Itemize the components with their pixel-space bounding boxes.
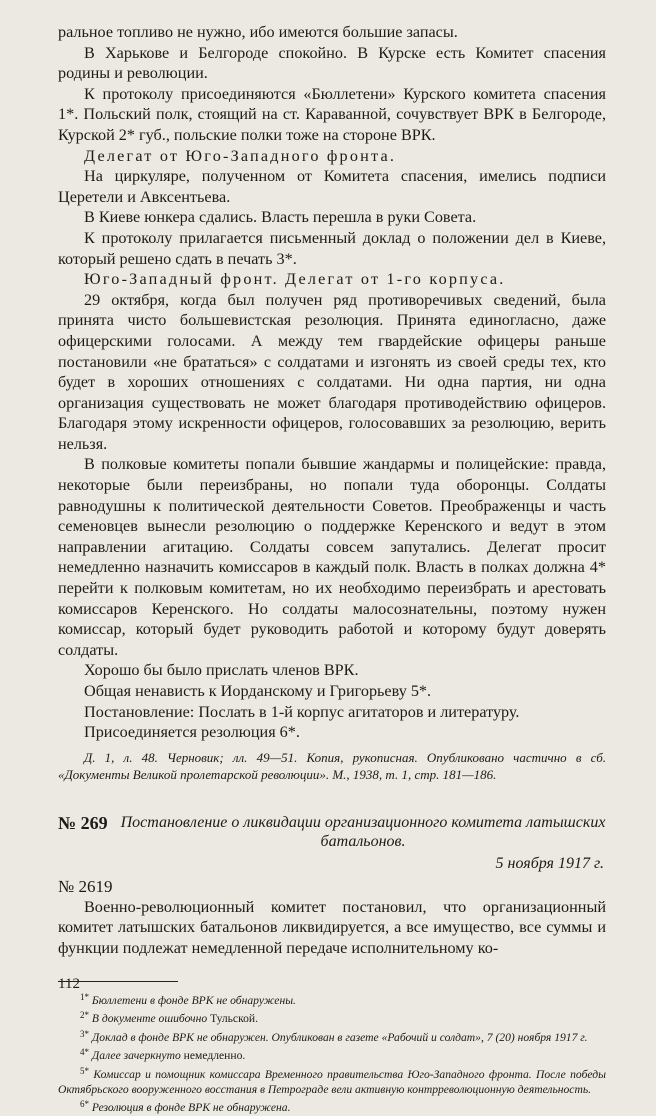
footnote <box>58 1027 606 1046</box>
footnote <box>58 1064 606 1097</box>
footnote-mark: 5* <box>80 1065 89 1076</box>
footnote-mark: 2* <box>80 1010 89 1021</box>
document-date: 5 ноября 1917 г. <box>495 854 604 872</box>
footnote <box>58 1097 606 1116</box>
body-paragraph: Присоединяется резолюция 6*. <box>84 723 300 742</box>
footnote-text: Комиссар и помощник комиссара Временного правительства Юго-Западного фронта. После победы Октябрьского вооруженного восстания в Петрограде вели активную контрреволюционную деятельность. <box>58 1067 606 1096</box>
speaker-heading: Делегат от Юго-Западного фронта. <box>84 146 397 165</box>
footnote-text: В документе ошибочно <box>91 1012 208 1026</box>
source-note: Д. 1, л. 48. Черновик; лл. 49—51. Копия, рукописная. Опубликовано частично в сб. «Документы Великой пролетарской революции». М., 1938, т. 1, стр. 181—186. <box>58 749 606 782</box>
footnote-mark: 4* <box>80 1047 89 1058</box>
footnote-mark: 1* <box>80 991 89 1002</box>
footnote <box>58 1045 606 1064</box>
body-paragraph: В Харькове и Белгороде спокойно. В Курске есть Комитет спасения родины и революции. <box>58 43 606 83</box>
body-paragraph: Общая ненависть к Иорданскому и Григорьеву 5*. <box>84 682 432 700</box>
footnote <box>58 1008 606 1027</box>
footnote-text: Далее зачеркнуто <box>91 1049 181 1063</box>
footnote-mark: 3* <box>80 1028 89 1039</box>
footnote-mark: 6* <box>80 1099 89 1110</box>
body-paragraph: К протоколу присоединяются «Бюллетени» Курского комитета спасения 1*. Польский полк, стоящий на ст. Караванной, сочувствует ВРК в Белгороде, Курской 2* губ., польские полки тоже на стороне ВРК. <box>58 84 606 144</box>
footnote-quote: Тульской. <box>210 1012 259 1026</box>
footnote <box>58 990 606 1009</box>
speaker-heading: Юго-Западный фронт. Делегат от 1-го корпуса. <box>84 270 506 289</box>
document-text: Военно-революционный комитет постановил, что организационный комитет латышских батальонов ликвидируется, а все имущество, все суммы и функции подлежат немедленной передаче исполнительному ко- <box>58 897 606 957</box>
body-paragraph: В полковые комитеты попали бывшие жандармы и полицейские: правда, некоторые были переизбраны, но попали туда оборонцы. Солдаты равнодушны к политической деятельности Советов. Преображенцы и часть семеновцев вынесли резолюцию о поддержке Керенского и ведут в этом направлении агитацию. Солдаты совсем запутались. Делегат просит немедленно назначить комиссаров в каждый полк. Власть в полках должна 4* перейти к полковым комитетам, но их необходимо переизбрать и арестовать комиссаров Керенского. Но солдаты малосознательны, поэтому нужен комиссар, который будет руководить работой и которому будут доверять солдаты. <box>58 455 606 659</box>
resolution-paragraph: Постановление: Послать в 1-й корпус агитаторов и литературу. <box>84 702 520 721</box>
body-paragraph: В Киеве юнкера сдались. Власть перешла в руки Совета. <box>84 208 477 227</box>
body-paragraph: 29 октября, когда был получен ряд противоречивых сведений, была принята чисто большевистская резолюция. Принята единогласно, даже офицерскими голосами. А между тем гвардейские офицеры раньше постановили «не брататься» с солдатами и изгонять из своей среды тех, кто будет в хороших отношениях с солдатами. Ни одна партия, ни одна организация существовать не может благодаря противодействию офицеров. Благодаря этому искренности офицеров, голосовавших за резолюцию, верить нельзя. <box>58 290 606 453</box>
body-paragraph: На циркуляре, полученном от Комитета спасения, имелись подписи Церетели и Авксентьева. <box>58 167 606 206</box>
document-number: № 269 <box>58 812 108 833</box>
document-title: Постановление о ликвидации организационного комитета латышских батальонов. <box>120 813 606 850</box>
document-header <box>58 813 606 851</box>
page-body <box>58 22 606 1116</box>
body-paragraph: К протоколу прилагается письменный доклад о положении дел в Киеве, который решено сдать в печать 3*. <box>58 228 606 268</box>
footnote-text: Доклад в фонде ВРК не обнаружен. Опубликован в газете «Рабочий и солдат», 7 (20) ноября 1917 г. <box>91 1030 588 1044</box>
body-paragraph: ральное топливо не нужно, ибо имеются большие запасы. <box>58 23 458 41</box>
footnote-text: Бюллетени в фонде ВРК не обнаружены. <box>91 993 296 1007</box>
footnote-quote: немедленно. <box>183 1049 246 1063</box>
page-number: 112 <box>58 976 80 992</box>
body-paragraph: Хорошо бы было прислать членов ВРК. <box>84 661 359 680</box>
footnote-text: Резолюция в фонде ВРК не обнаружена. <box>91 1101 291 1115</box>
archive-number: № 2619 <box>58 876 113 896</box>
